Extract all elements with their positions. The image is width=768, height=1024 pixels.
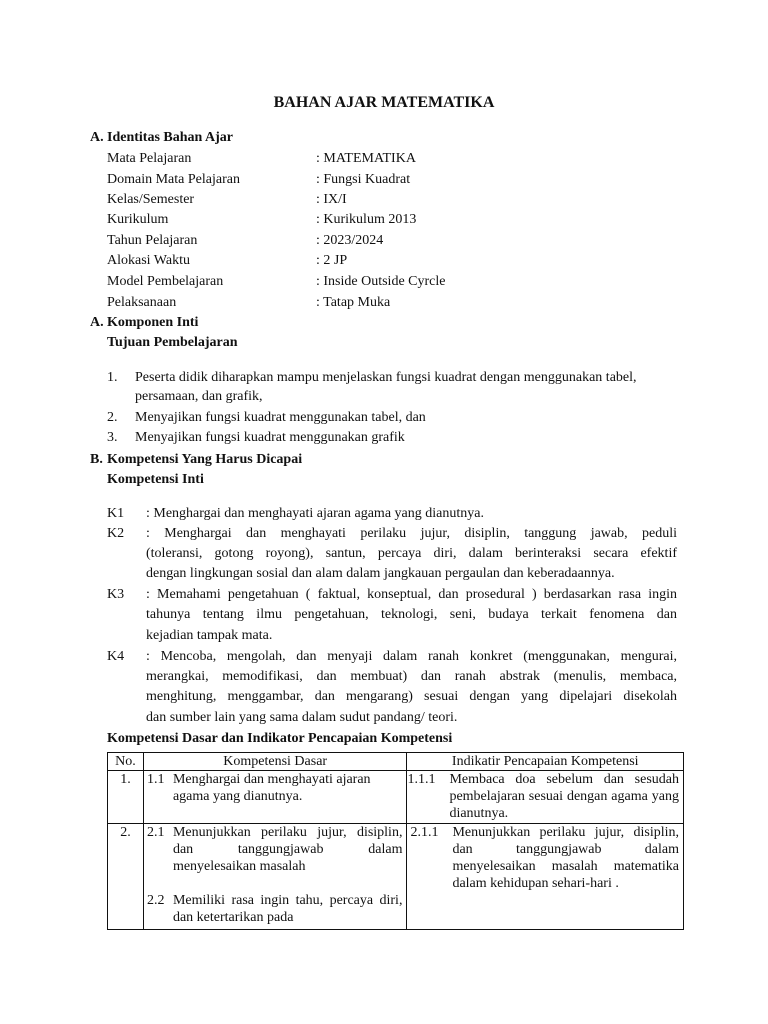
ki-code: K1 [107, 506, 125, 521]
kd-text: Menunjukkan perilaku jujur, disiplin, dan tanggungjawab dalam menyelesaikan masalah [172, 825, 403, 874]
identity-label: Kelas/Semester [107, 192, 195, 207]
list-item-text: Menyajikan fungsi kuadrat menggunakan tabel, dan [135, 410, 426, 425]
ipk-cell [407, 771, 684, 824]
identity-value: : MATEMATIKA [316, 151, 416, 166]
identity-label: Model Pembelajaran [107, 274, 224, 289]
section-b-heading: Kompetensi Yang Harus Dicapai [107, 452, 303, 467]
row-number: 2. [108, 824, 144, 930]
identity-label: Mata Pelajaran [107, 151, 192, 166]
ki-code: K4 [107, 649, 125, 664]
table-row [108, 771, 684, 824]
identity-value: : IX/I [316, 192, 347, 207]
identity-value: : 2023/2024 [316, 233, 384, 248]
kd-text: Menghargai dan menghayati ajaran agama yang dianutnya. [172, 772, 371, 804]
ki-text: merangkai, memodifikasi, dan membuat) dan ranah abstrak (menulis, membaca, [146, 669, 677, 684]
ki-text: : Menghargai dan menghayati ajaran agama yang dianutnya. [146, 506, 484, 521]
ki-text: (toleransi, gotong royong), santun, percaya diri, dalam berinteraksi secara efektif [146, 546, 677, 561]
identity-label: Alokasi Waktu [107, 253, 190, 268]
list-item-text: Menyajikan fungsi kuadrat menggunakan grafik [135, 430, 405, 445]
kd-number: 2.1 [146, 825, 165, 840]
ipk-number: 2.1.1 [410, 825, 439, 840]
section-a-marker: A. [90, 130, 104, 145]
identity-label: Kurikulum [107, 212, 169, 227]
section-a-heading: Identitas Bahan Ajar [107, 130, 234, 145]
ki-text: : Menghargai dan menghayati perilaku jujur, disiplin, tanggung jawab, peduli [146, 526, 677, 541]
ki-text: kejadian tampak mata. [146, 628, 273, 643]
header-ipk: Indikatir Pencapaian Kompetensi [407, 753, 684, 771]
identity-value: : Fungsi Kuadrat [316, 172, 411, 187]
kompetensi-inti-heading: Kompetensi Inti [107, 472, 204, 487]
section-komponen-marker: A. [90, 315, 104, 330]
kd-number: 1.1 [146, 772, 165, 787]
ki-text: tahunya tentang ilmu pengetahuan, teknologi, seni, budaya terkait fenomena dan [146, 607, 677, 622]
ipk-text: Membaca doa sebelum dan sesudah pembelajaran sesuai dengan agama yang dianutnya. [449, 772, 679, 821]
kd-cell [143, 824, 407, 930]
kd-cell [143, 771, 407, 824]
identity-value: : Inside Outside Cyrcle [316, 274, 446, 289]
ki-text: dengan lingkungan sosial dan alam dalam jangkauan pergaulan dan keberadaannya. [146, 566, 615, 581]
list-number: 1. [107, 370, 118, 385]
identity-label: Domain Mata Pelajaran [107, 172, 240, 187]
list-item-text: Peserta didik diharapkan mampu menjelaskan fungsi kuadrat dengan menggunakan tabel, [135, 370, 637, 385]
ipk-number: 1.1.1 [407, 772, 436, 787]
identity-value: : Kurikulum 2013 [316, 212, 417, 227]
ki-text: menghitung, menggambar, dan mengarang) sesuai dengan yang dipelajari disekolah [146, 689, 677, 704]
ipk-text: Menunjukkan perilaku jujur, disiplin, dan tanggungjawab dalam menyelesaikan masalah matematika dalam kehidupan sehari-hari . [452, 825, 679, 891]
ki-code: K3 [107, 587, 125, 602]
kd-heading: Kompetensi Dasar dan Indikator Pencapaian Kompetensi [107, 731, 453, 746]
kd-number: 2.2 [146, 893, 165, 908]
list-number: 2. [107, 410, 118, 425]
ki-text: : Mencoba, mengolah, dan menyaji dalam ranah konkret (menggunakan, mengurai, [146, 649, 677, 664]
identity-value: : 2 JP [316, 253, 348, 268]
header-kd: Kompetensi Dasar [143, 753, 407, 771]
section-komponen-heading: Komponen Inti [107, 315, 199, 330]
table-row [108, 824, 684, 930]
row-number: 1. [108, 771, 144, 824]
kd-table [107, 752, 684, 930]
identity-label: Tahun Pelajaran [107, 233, 198, 248]
list-number: 3. [107, 430, 118, 445]
table-header-row [108, 753, 684, 771]
document-title: BAHAN AJAR MATEMATIKA [273, 94, 495, 111]
ki-text: dan sumber lain yang sama dalam sudut pandang/ teori. [146, 710, 458, 725]
ki-code: K2 [107, 526, 125, 541]
header-no: No. [108, 753, 144, 771]
identity-label: Pelaksanaan [107, 295, 177, 310]
ipk-cell [407, 824, 684, 930]
section-b-marker: B. [90, 452, 103, 467]
ki-text: : Memahami pengetahuan ( faktual, konseptual, dan prosedural ) berdasarkan rasa ingin [146, 587, 677, 602]
tujuan-heading: Tujuan Pembelajaran [107, 335, 238, 350]
kd-text: Memiliki rasa ingin tahu, percaya diri, dan ketertarikan pada [172, 893, 403, 925]
list-item-text: persamaan, dan grafik, [135, 389, 263, 404]
identity-value: : Tatap Muka [316, 295, 391, 310]
